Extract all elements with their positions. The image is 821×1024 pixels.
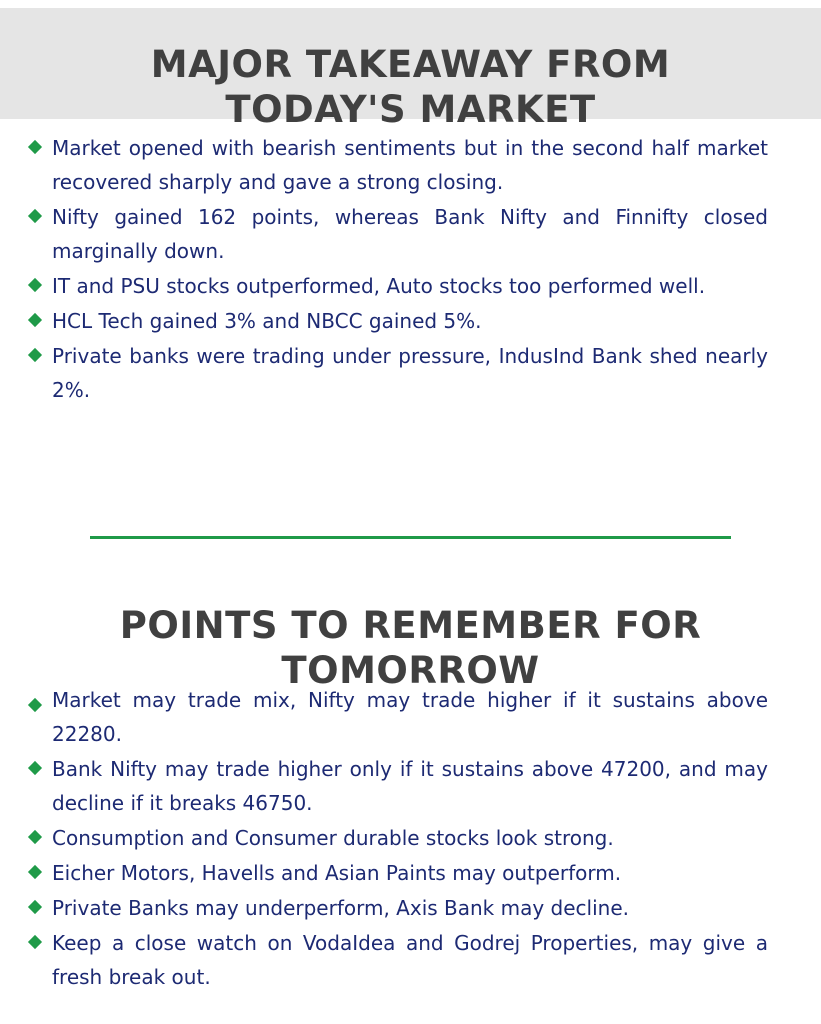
list-item bbox=[26, 200, 768, 268]
section-title-line-2: TODAY'S MARKET bbox=[225, 87, 596, 131]
diamond-bullet-icon bbox=[28, 865, 42, 879]
list-item-text: Market may trade mix, Nifty may trade higher if it sustains above 22280. bbox=[52, 688, 768, 746]
list-item bbox=[26, 752, 768, 820]
diamond-bullet-icon bbox=[28, 830, 42, 844]
diamond-bullet-icon bbox=[28, 761, 42, 775]
diamond-bullet-icon bbox=[28, 209, 42, 223]
list-item-text: Private banks were trading under pressure, IndusInd Bank shed nearly 2%. bbox=[52, 344, 768, 402]
list-item-text: Keep a close watch on VodaIdea and Godrej Properties, may give a fresh break out. bbox=[52, 931, 768, 989]
diamond-bullet-icon bbox=[28, 698, 42, 712]
list-item-text: Nifty gained 162 points, whereas Bank Nifty and Finnifty closed marginally down. bbox=[52, 205, 768, 263]
diamond-bullet-icon bbox=[28, 140, 42, 154]
list-item-text: HCL Tech gained 3% and NBCC gained 5%. bbox=[52, 309, 482, 333]
section-title-major-takeaway bbox=[0, 42, 821, 132]
list-item-text: Market opened with bearish sentiments but in the second half market recovered sharply and gave a strong closing. bbox=[52, 136, 768, 194]
list-item bbox=[26, 269, 768, 303]
list-item-text: Bank Nifty may trade higher only if it sustains above 47200, and may decline if it breaks 46750. bbox=[52, 757, 768, 815]
list-item bbox=[26, 891, 768, 925]
section-title-line-1: MAJOR TAKEAWAY FROM bbox=[150, 42, 671, 86]
list-item-text: IT and PSU stocks outperformed, Auto stocks too performed well. bbox=[52, 274, 706, 298]
list-item bbox=[26, 926, 768, 994]
takeaway-list bbox=[26, 131, 768, 407]
section-divider bbox=[90, 536, 731, 539]
list-item-text: Consumption and Consumer durable stocks look strong. bbox=[52, 826, 614, 850]
list-item bbox=[26, 304, 768, 338]
list-item bbox=[26, 821, 768, 855]
diamond-bullet-icon bbox=[28, 348, 42, 362]
list-item bbox=[26, 683, 768, 751]
list-item bbox=[26, 131, 768, 199]
section-title-line-2: TOMORROW bbox=[281, 648, 540, 692]
diamond-bullet-icon bbox=[28, 278, 42, 292]
diamond-bullet-icon bbox=[28, 935, 42, 949]
list-item bbox=[26, 856, 768, 890]
diamond-bullet-icon bbox=[28, 313, 42, 327]
diamond-bullet-icon bbox=[28, 900, 42, 914]
remember-list bbox=[26, 683, 768, 994]
list-item-text: Eicher Motors, Havells and Asian Paints may outperform. bbox=[52, 861, 622, 885]
list-item bbox=[26, 339, 768, 407]
section-title-points-to-remember bbox=[0, 603, 821, 693]
list-item-text: Private Banks may underperform, Axis Bank may decline. bbox=[52, 896, 629, 920]
section-title-line-1: POINTS TO REMEMBER FOR bbox=[119, 603, 702, 647]
